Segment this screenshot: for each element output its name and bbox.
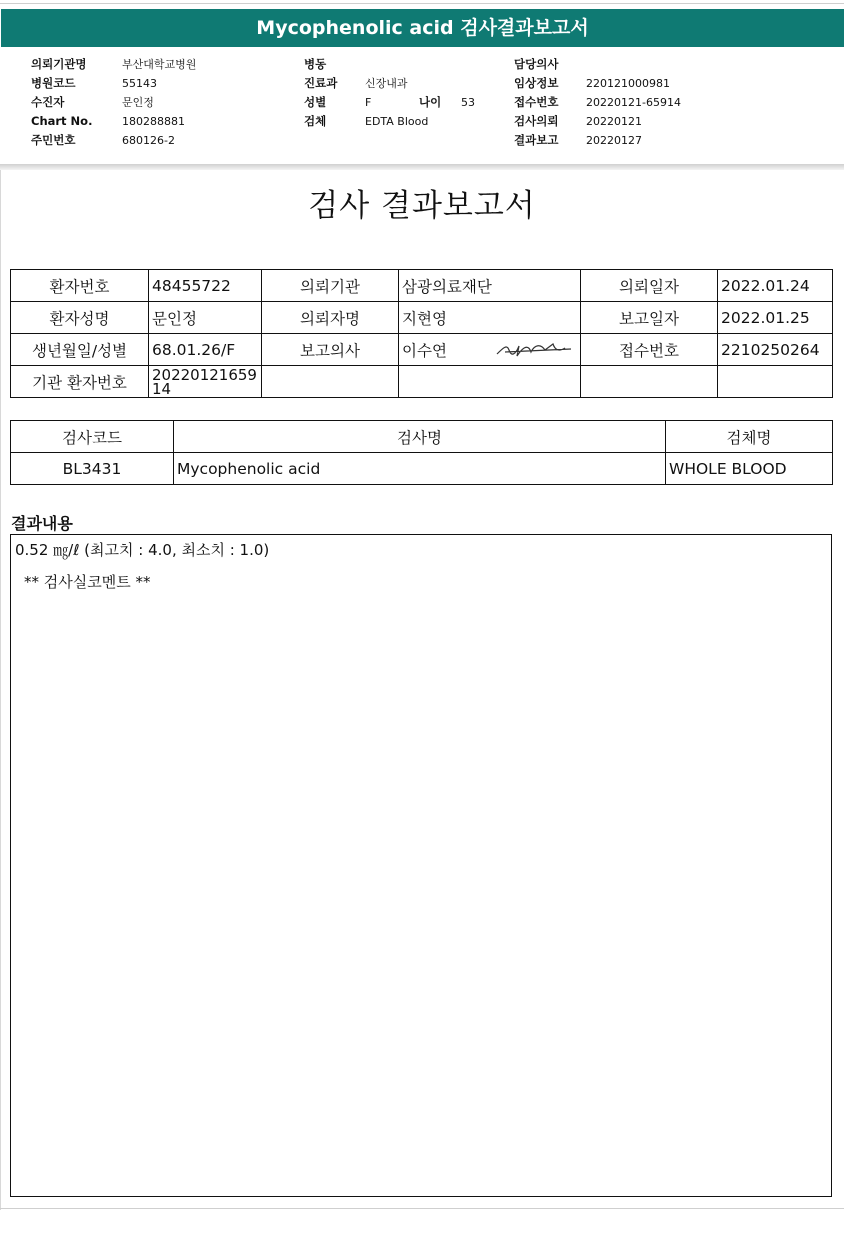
- top-rule: [0, 3, 844, 4]
- signature-image: [495, 340, 575, 360]
- table-cell-value: 지현영: [399, 302, 581, 334]
- info-label: 의뢰기관명: [31, 57, 87, 71]
- table-cell-value: 이수연: [402, 341, 447, 360]
- info-value: 20220127: [586, 134, 642, 147]
- table-cell-reporting-doctor: [399, 334, 581, 366]
- table-cell-label: 보고의사: [262, 334, 399, 366]
- info-row: [31, 74, 196, 93]
- table-cell-label: 기관 환자번호: [11, 366, 149, 398]
- info-label: 검체: [304, 114, 327, 128]
- info-column-ward: [304, 55, 475, 131]
- info-label: 주민번호: [31, 133, 76, 147]
- table-cell-label: 환자성명: [11, 302, 149, 334]
- column-header: 검체명: [666, 421, 833, 453]
- table-row: [11, 334, 833, 366]
- table-cell-value: 2022.01.24: [718, 270, 833, 302]
- info-row: [514, 112, 681, 131]
- table-header-row: [11, 421, 833, 453]
- results-heading: 결과내용: [11, 514, 73, 533]
- info-value: EDTA Blood: [365, 115, 429, 128]
- table-cell-empty: [581, 366, 718, 398]
- table-cell-value: 문인정: [149, 302, 262, 334]
- info-row: [514, 93, 681, 112]
- table-cell-value: 2022012165914: [149, 366, 262, 398]
- table-row: [11, 453, 833, 485]
- table-cell-value: 2210250264: [718, 334, 833, 366]
- test-code-cell: BL3431: [11, 453, 174, 485]
- table-row: [11, 302, 833, 334]
- info-value: 220121000981: [586, 77, 670, 90]
- test-table: [10, 420, 833, 485]
- test-name-cell: Mycophenolic acid: [174, 453, 666, 485]
- info-value: F: [365, 96, 372, 109]
- info-value: 680126-2: [122, 134, 175, 147]
- column-header: 검사코드: [11, 421, 174, 453]
- table-cell-label: 접수번호: [581, 334, 718, 366]
- info-row: [304, 112, 475, 131]
- table-cell-value: 2022.01.25: [718, 302, 833, 334]
- info-label: Chart No.: [31, 114, 93, 128]
- info-label: 수진자: [31, 95, 65, 109]
- table-cell-value: 삼광의료재단: [399, 270, 581, 302]
- document-title: 검사 결과보고서: [308, 188, 536, 224]
- patient-info-table: [10, 269, 833, 398]
- table-row: [11, 270, 833, 302]
- info-value: 부산대학교병원: [122, 58, 197, 71]
- info-row: [31, 112, 196, 131]
- info-row: [31, 55, 196, 74]
- info-label: 접수번호: [514, 95, 559, 109]
- info-value: 20220121-65914: [586, 96, 681, 109]
- bottom-rule: [0, 1208, 844, 1209]
- report-banner-title: Mycophenolic acid 검사결과보고서: [1, 9, 844, 47]
- result-value-line: 0.52 ㎎/ℓ (최고치 : 4.0, 최소치 : 1.0): [15, 541, 270, 559]
- table-cell-value: 48455722: [149, 270, 262, 302]
- info-label: 병동: [304, 57, 327, 71]
- info-label: 임상정보: [514, 76, 559, 90]
- info-row: [514, 55, 681, 74]
- info-row: [304, 74, 475, 93]
- info-row: [304, 93, 475, 112]
- info-value: 180288881: [122, 115, 185, 128]
- column-header: 검사명: [174, 421, 666, 453]
- info-label: 검사의뢰: [514, 114, 559, 128]
- table-cell-label: 의뢰자명: [262, 302, 399, 334]
- info-row: [31, 131, 196, 150]
- info-value: 55143: [122, 77, 157, 90]
- results-box: [10, 534, 832, 1197]
- info-row: [304, 55, 475, 74]
- info-label: 성별: [304, 95, 327, 109]
- table-cell-label: 보고일자: [581, 302, 718, 334]
- specimen-cell: WHOLE BLOOD: [666, 453, 833, 485]
- table-cell-label: 의뢰기관: [262, 270, 399, 302]
- info-label: 진료과: [304, 76, 338, 90]
- info-label: 담당의사: [514, 57, 559, 71]
- info-label-age: 나이: [419, 95, 442, 109]
- table-cell-empty: [718, 366, 833, 398]
- table-cell-empty: [262, 366, 399, 398]
- info-column-doctor: [514, 55, 681, 150]
- info-row: [31, 93, 196, 112]
- left-border: [0, 170, 1, 1210]
- table-cell-label: 의뢰일자: [581, 270, 718, 302]
- table-cell-empty: [399, 366, 581, 398]
- table-cell-value: 68.01.26/F: [149, 334, 262, 366]
- info-column-institution: [31, 55, 196, 150]
- table-cell-label: 환자번호: [11, 270, 149, 302]
- info-label: 병원코드: [31, 76, 76, 90]
- lab-comment-heading: ** 검사실코멘트 **: [24, 573, 151, 591]
- table-cell-label: 생년월일/성별: [11, 334, 149, 366]
- info-row: [514, 131, 681, 150]
- info-value-age: 53: [461, 96, 475, 109]
- info-value: 문인정: [122, 96, 154, 109]
- info-row: [514, 74, 681, 93]
- table-row: [11, 366, 833, 398]
- info-value: 20220121: [586, 115, 642, 128]
- info-value: 신장내과: [365, 77, 408, 90]
- info-label: 결과보고: [514, 133, 559, 147]
- header-separator: [0, 164, 844, 170]
